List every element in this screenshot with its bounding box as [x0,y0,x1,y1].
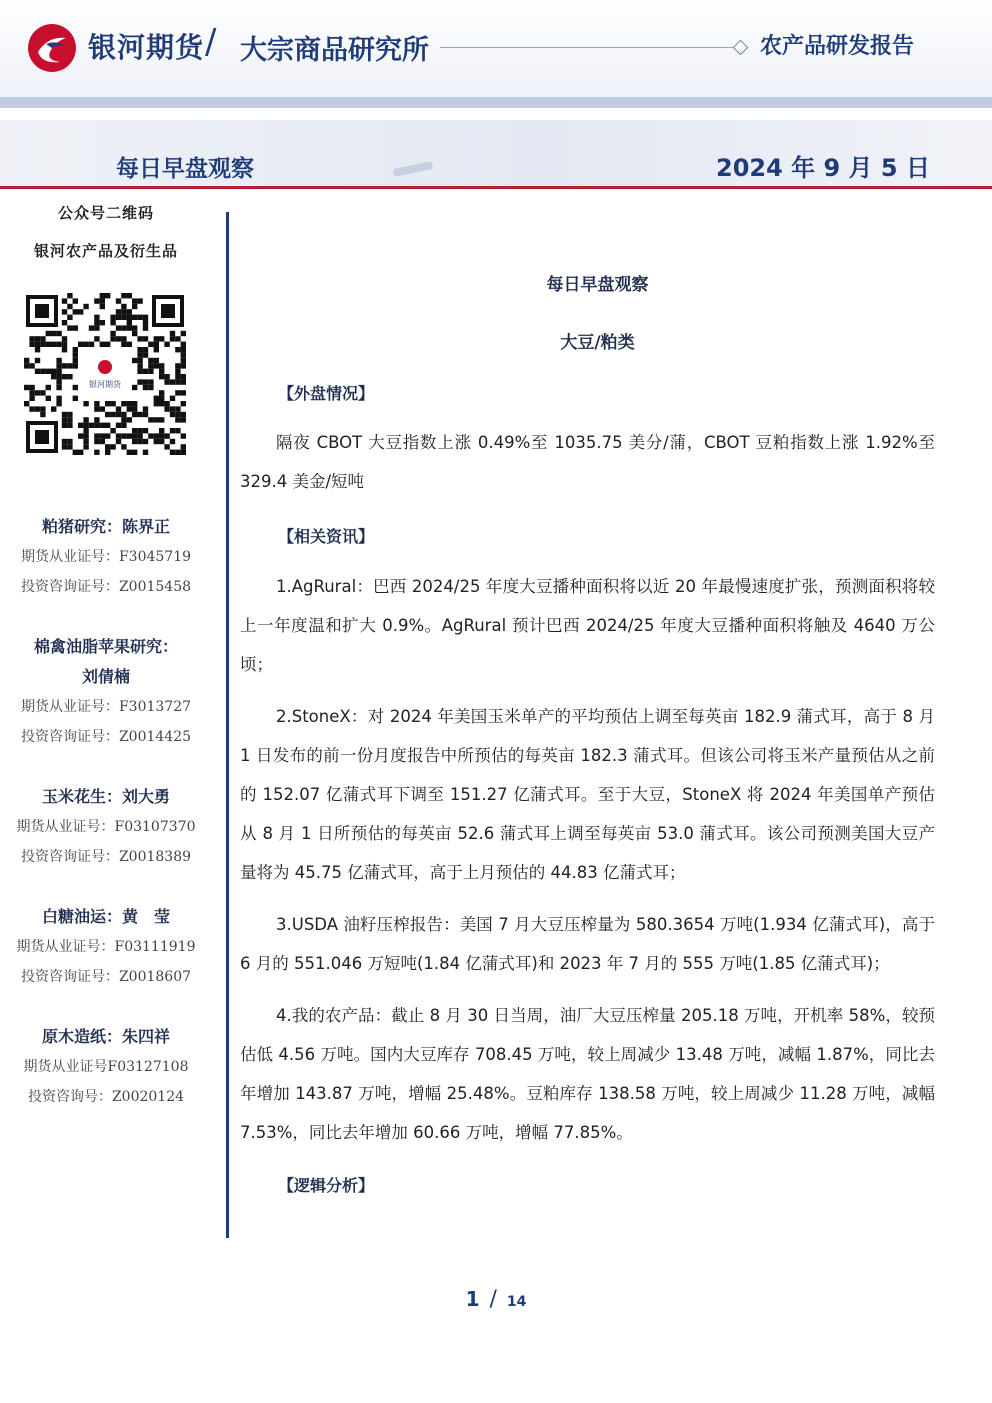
total-pages: 14 [506,1294,527,1310]
heading-logic: 【逻辑分析】 [278,1176,375,1195]
analyst-block [0,902,212,992]
analyst-role: 玉米花生：刘大勇 [41,787,170,806]
analyst-block [0,512,212,602]
header-rule [440,47,736,48]
sidebar-divider [226,212,229,1238]
futures-license: 期货从业证号：F3013727 [20,699,192,715]
futures-license: 期货从业证号：F03107370 [16,819,196,835]
qr-subheading: 银河农产品及衍生品 [33,242,178,260]
institute-name: 大宗商品研究所 [240,35,429,66]
analyst-name: 刘倩楠 [81,667,130,686]
content-title: 每日早盘观察 [546,275,649,295]
qr-logo-text: 银河期货 [89,380,121,389]
news-item-3: 3.USDA 油籽压榨报告：美国 7 月大豆压榨量为 580.3654 万吨(1.934 亿蒲式耳)，高于 6 月的 551.046 万短吨(1.84 亿蒲式耳)和 2023 年 7 月的 555 万吨(1.85 亿蒲式耳)； [240,915,935,973]
analyst-block [0,1022,212,1112]
report-type: 农产品研发报告 [760,34,915,59]
page-separator: / [489,1287,497,1312]
brand-name: 银河期货 [88,31,205,64]
futures-license: 期货从业证号：F3045719 [20,549,192,565]
futures-license: 期货从业证号：F03111919 [16,939,196,955]
section-title: 大豆/粕类 [560,333,635,353]
report-date: 2024 年 9 月 5 日 [716,154,930,182]
title-band-underline [0,186,992,189]
news-item-2: 2.StoneX：对 2024 年美国玉米单产的平均预估上调至每英亩 182.9 蒲式耳，高于 8 月 1 日发布的前一份月度报告中所预估的每英亩 182.3 蒲式耳。但该公司将玉米产量预估从之前的 152.07 亿蒲式耳下调至 151.27 亿蒲式耳。至于大豆，StoneX 将 2024 年美国单产预估从 8 月 1 日所预估的每英亩 52.6 蒲式耳上调至每英亩 53.0 蒲式耳。该公司预测美国大豆产量将为 45.75 亿蒲式耳，高于上月预估的 44.83 亿蒲式耳； [240,707,935,882]
advisory-license: 投资咨询证号：Z0018607 [20,969,192,985]
analyst-block [0,632,212,752]
heading-overseas: 【外盘情况】 [278,384,375,403]
analyst-block [0,782,212,872]
page-title: 每日早盘观察 [116,156,254,182]
qr-code-icon[interactable] [24,293,186,455]
advisory-license: 投资咨询证号：Z0015458 [20,579,192,595]
analyst-role: 粕猪研究：陈界正 [41,517,170,536]
news-item-4: 4.我的农产品：截止 8 月 30 日当周，油厂大豆压榨量 205.18 万吨，开机率 58%，较预估低 4.56 万吨。国内大豆库存 708.45 万吨，较上周减少 13.48 万吨，减幅 1.87%，同比去年增加 143.87 万吨，增幅 25.48%。豆粕库存 138.58 万吨，较上周减少 11.28 万吨，减幅 7.53%，同比去年增加 60.66 万吨，增幅 77.85%。 [240,1006,935,1142]
advisory-license: 投资咨询号：Z0020124 [27,1089,185,1105]
futures-license: 期货从业证号F03127108 [23,1059,189,1075]
analyst-role: 白糖油运：黄 莹 [41,907,170,926]
heading-news: 【相关资讯】 [278,527,375,546]
news-item-1: 1.AgRural：巴西 2024/25 年度大豆播种面积将以近 20 年最慢速度扩张，预测面积将较上一年度温和扩大 0.9%。AgRural 预计巴西 2024/25 年度大豆播种面积将触及 4640 万公顷； [240,577,935,674]
header-divider: / [205,22,217,62]
advisory-license: 投资咨询证号：Z0018389 [20,849,192,865]
current-page: 1 [465,1287,480,1311]
header-gap [0,108,992,120]
page-indicator [0,1287,992,1312]
advisory-license: 投资咨询证号：Z0014425 [20,729,192,745]
paragraph-overseas: 隔夜 CBOT 大豆指数上涨 0.49%至 1035.75 美分/蒲，CBOT 豆粕指数上涨 1.92%至 329.4 美金/短吨 [240,433,935,491]
galaxy-logo-icon [26,22,78,74]
header-stripe [0,97,992,108]
qr-heading: 公众号二维码 [57,204,154,222]
analyst-role: 棉禽油脂苹果研究： [33,637,178,656]
analyst-role: 原木造纸：朱四祥 [41,1027,170,1046]
